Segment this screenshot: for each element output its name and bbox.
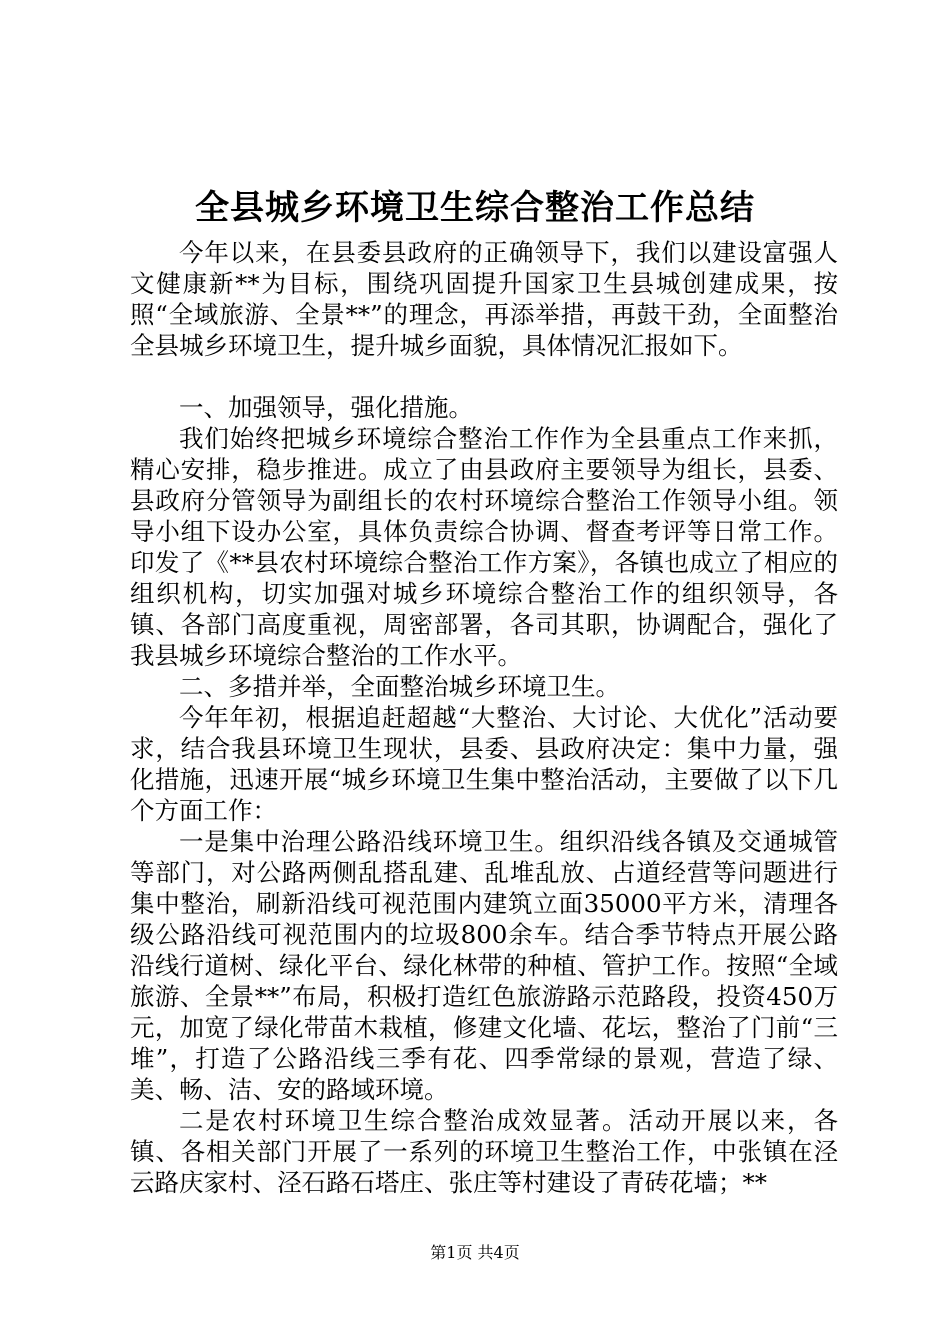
document-title: 全县城乡环境卫生综合整治工作总结: [195, 188, 755, 228]
section-heading-1: 一、加强领导，强化措施。: [179, 393, 473, 422]
section-heading-2: 二、多措并举，全面整治城乡环境卫生。: [179, 672, 620, 701]
intro-paragraph: 今年以来，在县委县政府的正确领导下，我们以建设富强人文健康新**为目标，围绕巩固提升国家卫生县城创建成果，按照“全域旅游、全景**”的理念，再添举措，再鼓干劲，全面整治全县城乡环境卫生，提升城乡面貌，具体情况汇报如下。: [130, 238, 838, 360]
section-2-intro-paragraph: 今年年初，根据追赶超越“大整治、大讨论、大优化”活动要求，结合我县环境卫生现状，县委、县政府决定：集中力量，强化措施，迅速开展“城乡环境卫生集中整治活动，主要做了以下几个方面工作：: [130, 703, 838, 825]
page-footer: [0, 1243, 950, 1263]
item-2-paragraph: 二是农村环境卫生综合整治成效显著。活动开展以来，各镇、各相关部门开展了一系列的环境卫生整治工作，中张镇在泾云路庆家村、泾石路石塔庄、张庄等村建设了青砖花墙；**: [130, 1106, 838, 1197]
page-number-label: 第1页 共4页: [430, 1243, 520, 1262]
item-1-paragraph: 一是集中治理公路沿线环境卫生。组织沿线各镇及交通城管等部门，对公路两侧乱搭乱建、乱堆乱放、占道经营等问题进行集中整治，刷新沿线可视范围内建筑立面35000平方米，清理各级公路沿线可视范围内的垃圾800余车。结合季节特点开展公路沿线行道树、绿化平台、绿化林带的种植、管护工作。按照“全域旅游、全景**”布局，积极打造红色旅游路示范路段，投资450万元，加宽了绿化带苗木栽植，修建文化墙、花坛，整治了门前“三堆”，打造了公路沿线三季有花、四季常绿的景观，营造了绿、美、畅、洁、安的路域环境。: [130, 827, 838, 1104]
section-1-paragraph: 我们始终把城乡环境综合整治工作作为全县重点工作来抓，精心安排，稳步推进。成立了由县政府主要领导为组长，县委、县政府分管领导为副组长的农村环境综合整治工作领导小组。领导小组下设办公室，具体负责综合协调、督查考评等日常工作。印发了《**县农村环境综合整治工作方案》，各镇也成立了相应的组织机构，切实加强对城乡环境综合整治工作的组织领导，各镇、各部门高度重视，周密部署，各司其职，协调配合，强化了我县城乡环境综合整治的工作水平。: [130, 424, 838, 670]
document-body: [130, 237, 838, 1198]
